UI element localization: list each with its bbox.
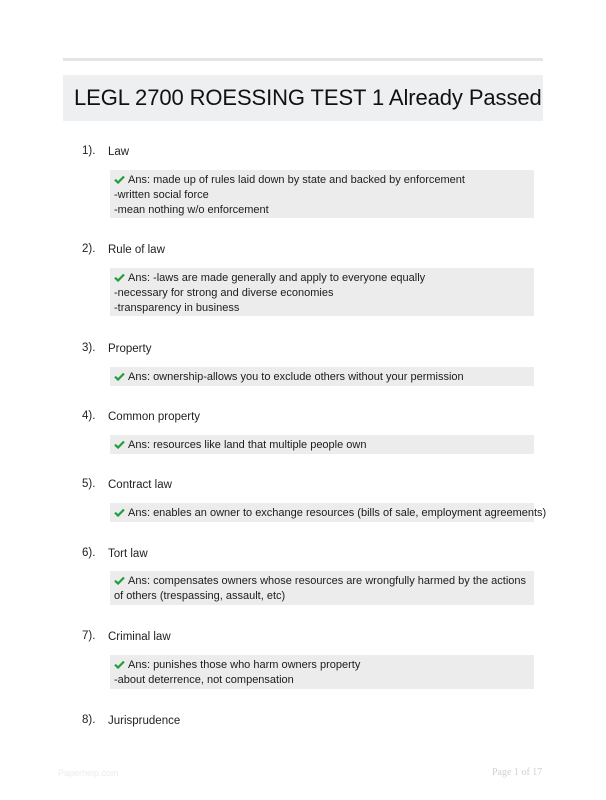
question-term: Jurisprudence [108, 715, 181, 727]
answer-line: Ans: resources like land that multiple people own [128, 439, 367, 451]
check-icon [114, 508, 125, 517]
answer-box [110, 571, 534, 605]
answer-line: -about deterrence, not compensation [114, 674, 294, 686]
question-term: Criminal law [108, 631, 171, 643]
check-icon [114, 660, 125, 669]
answer-box [110, 435, 534, 454]
answer-line: Ans: enables an owner to exchange resources (bills of sale, employment agreements) [128, 507, 547, 519]
answer-line: -necessary for strong and diverse economies [114, 287, 334, 299]
top-divider [63, 58, 543, 61]
question-term: Law [108, 146, 130, 158]
question-number: 1). [82, 145, 96, 157]
question-term: Property [108, 343, 152, 355]
question-number: 4). [82, 410, 96, 422]
question-number: 6). [82, 547, 96, 559]
question-number: 5). [82, 478, 96, 490]
question-term: Tort law [108, 548, 148, 560]
answer-box [110, 170, 534, 218]
answer-box [110, 367, 534, 386]
question-number: 3). [82, 342, 96, 354]
check-icon [114, 175, 125, 184]
check-icon [114, 576, 125, 585]
check-icon [114, 440, 125, 449]
answer-line: Ans: -laws are made generally and apply to everyone equally [128, 272, 426, 284]
answer-box [110, 268, 534, 316]
question-number: 7). [82, 630, 96, 642]
check-icon [114, 273, 125, 282]
answer-line: Ans: ownership-allows you to exclude others without your permission [128, 371, 464, 383]
answer-line: Ans: punishes those who harm owners property [128, 659, 361, 671]
question-term: Contract law [108, 479, 172, 491]
answer-box [110, 655, 534, 689]
question-number: 8). [82, 714, 96, 726]
answer-line: Ans: compensates owners whose resources are wrongfully harmed by the actions of others (trespassing, assault, etc) [114, 575, 527, 602]
answer-line: Ans: made up of rules laid down by state and backed by enforcement [128, 174, 465, 186]
answer-box [110, 503, 547, 522]
question-term: Common property [108, 411, 201, 423]
title-banner [63, 75, 543, 121]
answer-line: -written social force [114, 189, 209, 201]
question-term: Rule of law [108, 244, 165, 256]
answer-line: -transparency in business [114, 302, 240, 314]
answer-line: -mean nothing w/o enforcement [114, 204, 269, 216]
check-icon [114, 372, 125, 381]
footer-watermark: Paperhelp.com [58, 768, 119, 778]
question-number: 2). [82, 243, 96, 255]
page-indicator: Page 1 of 17 [492, 767, 543, 778]
document-title: LEGL 2700 ROESSING TEST 1 Already Passed [74, 85, 542, 110]
